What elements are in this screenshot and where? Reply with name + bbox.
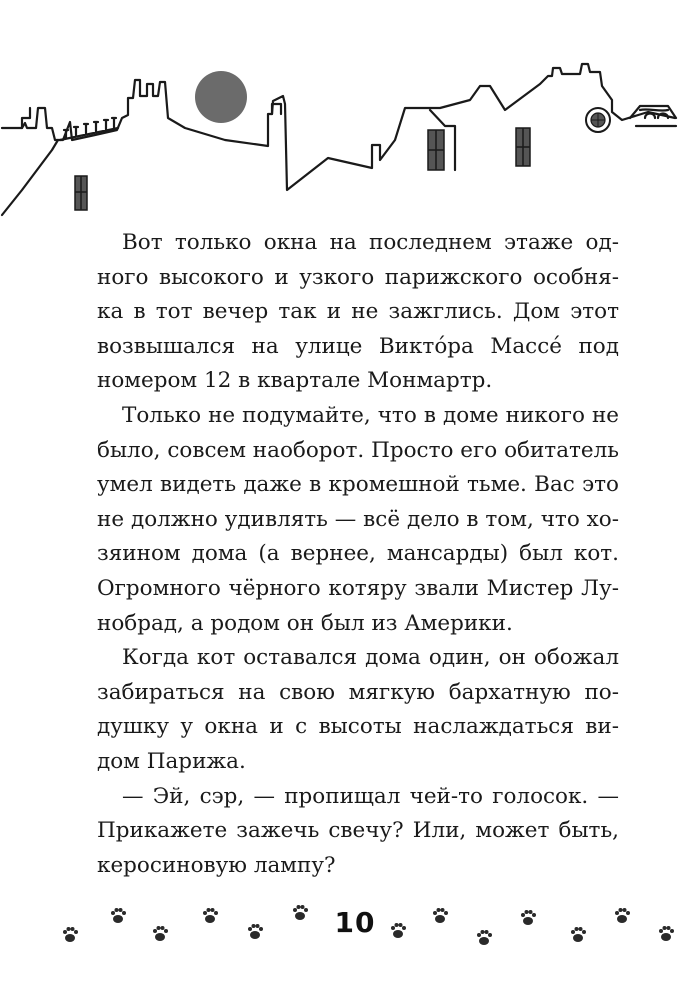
paw-icon [571,927,586,942]
paragraph: Только не подумайте, что в доме никого не было, совсем наоборот. Просто его обитатель умел видеть даже в кромешной тьме. Вас это не должно удивлять — всё дело в том, что хозяином дома (а вернее, мансарды) был кот. Огромного чёрного котяру звали Мистер Лунобрад, а родом он был из Америки. [97,402,619,636]
left-eave [2,140,58,215]
paw-icon [153,926,168,941]
paw-icon [248,924,263,939]
page-number: 10 [334,906,376,939]
paw-icon [293,905,308,920]
paw-icon [433,908,448,923]
paw-icon [659,926,674,941]
paw-icon [521,910,536,925]
skyline-outline [2,64,675,190]
paw-icon [203,908,218,923]
paw-icon [391,923,406,938]
paw-icon [477,930,492,945]
paw-icon [111,908,126,923]
moon [195,71,247,123]
paragraph: Когда кот оставался дома один, он обожал забираться на свою мягкую бархатную подушку у окна и с высоты наслаждаться видом Парижа. [97,645,619,774]
round-window [586,108,610,132]
railing-heads [64,118,116,130]
story-text [97,226,619,883]
paragraph: — Эй, сэр, — пропищал чей-то голосок. — Прикажете зажечь свечу? Или, может быть, керосиновую лампу? [97,783,619,878]
paragraph: Вот только окна на последнем этаже одного высокого и узкого парижского особняка в тот вечер так и не зажглись. Дом этот возвышался на улице Викто́ра Массе́ под номером 12 в квартале Монмартр. [97,230,619,394]
paw-icon [615,908,630,923]
rooftops-illustration [0,0,681,225]
paw-icon [63,927,78,942]
